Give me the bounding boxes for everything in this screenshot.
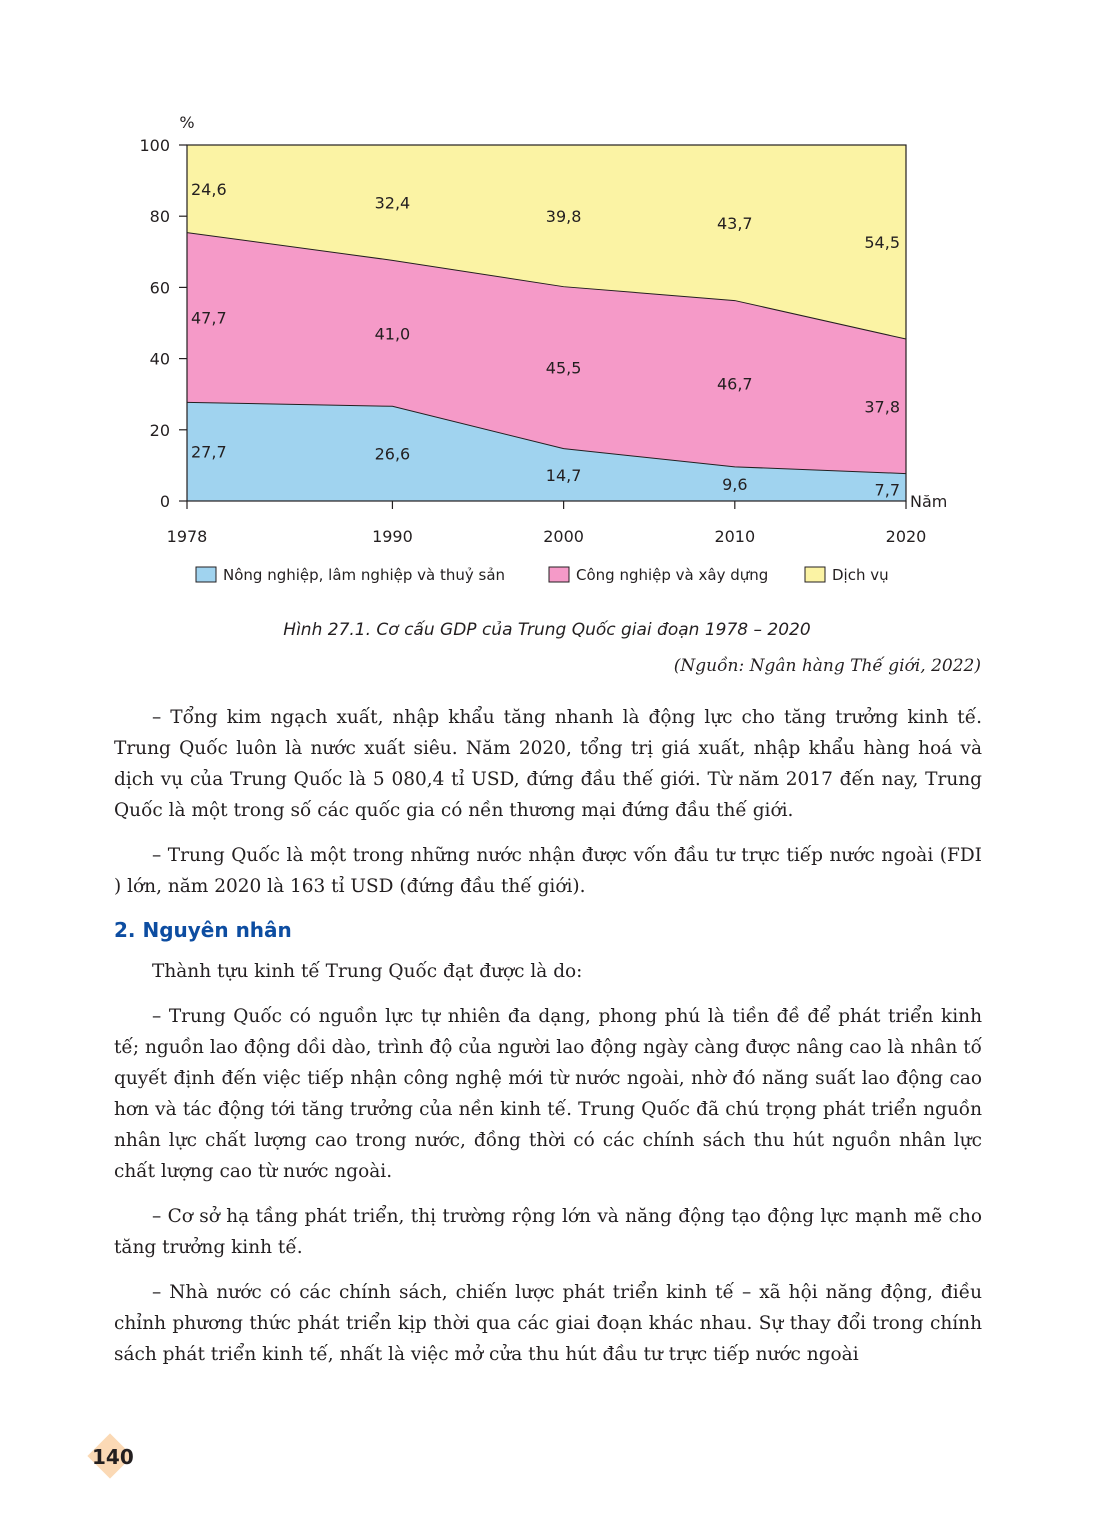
- data-label: 24,6: [191, 179, 227, 199]
- x-tick-label: 1990: [372, 527, 413, 546]
- x-tick-label: 2010: [714, 527, 756, 546]
- paragraph: Thành tựu kinh tế Trung Quốc đạt được là do:: [152, 961, 583, 982]
- paragraph: – Cơ sở hạ tầng phát triển, thị trường rộng lớn và năng động tạo động lực mạnh mẽ cho tăng trưởng kinh tế.: [114, 1206, 982, 1258]
- x-tick-label: 2020: [885, 527, 927, 546]
- x-tick-label: 2000: [543, 527, 584, 546]
- paragraph: – Trung Quốc là một trong những nước nhận được vốn đầu tư trực tiếp nước ngoài (FDI ) lớn, năm 2020 là 163 tỉ USD (đứng đầu thế giới).: [114, 845, 982, 897]
- paragraph: – Nhà nước có các chính sách, chiến lược phát triển kinh tế – xã hội năng động, điều chỉnh phương thức phát triển kịp thời qua các giai đoạn khác nhau. Sự thay đổi trong chính sách phát triển kinh tế, nhất là việc mở cửa thu hút đầu tư trực tiếp nước ngoài: [114, 1282, 982, 1365]
- data-label: 27,7: [191, 442, 227, 462]
- legend-swatch: [805, 567, 825, 582]
- x-axis-label: Năm: [910, 492, 948, 511]
- y-tick-label: 0: [159, 492, 170, 511]
- data-label: 45,5: [545, 358, 582, 378]
- page-number-text: 140: [92, 1445, 134, 1469]
- section-heading: 2. Nguyên nhân: [114, 918, 292, 942]
- y-tick-label: 100: [139, 136, 170, 155]
- legend-label: Công nghiệp và xây dựng: [576, 566, 769, 584]
- y-axis-unit: %: [179, 113, 195, 132]
- data-label: 47,7: [191, 308, 227, 328]
- y-tick-label: 20: [149, 420, 170, 440]
- data-label: 54,5: [864, 233, 900, 253]
- page-number: [88, 1437, 138, 1481]
- data-label: 43,7: [716, 213, 753, 233]
- y-tick-label: 80: [149, 207, 170, 227]
- data-label: 32,4: [374, 193, 411, 213]
- paragraph: – Tổng kim ngạch xuất, nhập khẩu tăng nhanh là động lực cho tăng trưởng kinh tế. Trung Quốc luôn là nước xuất siêu. Năm 2020, tổng trị giá xuất, nhập khẩu hàng hoá và dịch vụ của Trung Quốc là 5 080,4 tỉ USD, đứng đầu thế giới. Từ năm 2017 đến nay, Trung Quốc là một trong số các quốc gia có nền thương mại đứng đầu thế giới.: [114, 707, 982, 821]
- data-label: 7,7: [874, 480, 900, 500]
- paragraph: – Trung Quốc có nguồn lực tự nhiên đa dạng, phong phú là tiền đề để phát triển kinh tế; nguồn lao động dồi dào, trình độ của người lao động ngày càng được nâng cao là nhân tố quyết định đến việc tiếp nhận công nghệ mới từ nước ngoài, nhờ đó năng suất lao động cao hơn và tác động tới tăng trưởng của nền kinh tế. Trung Quốc đã chú trọng phát triển nguồn nhân lực chất lượng cao trong nước, đồng thời có các chính sách thu hút nguồn nhân lực chất lượng cao từ nước ngoài.: [114, 1006, 982, 1182]
- body-text: [114, 702, 982, 1384]
- gdp-structure-chart: [0, 0, 1094, 600]
- figure-source: (Nguồn: Ngân hàng Thế giới, 2022): [673, 656, 981, 676]
- data-label: 41,0: [374, 324, 411, 344]
- data-label: 9,6: [722, 474, 748, 494]
- data-label: 14,7: [545, 465, 582, 485]
- y-tick-label: 60: [149, 278, 170, 298]
- data-label: 46,7: [716, 374, 753, 394]
- legend-swatch: [549, 567, 569, 582]
- y-tick-label: 40: [149, 349, 170, 369]
- figure-caption: Hình 27.1. Cơ cấu GDP của Trung Quốc giai đoạn 1978 – 2020: [283, 620, 811, 640]
- data-label: 26,6: [374, 444, 411, 464]
- legend-label: Nông nghiệp, lâm nghiệp và thuỷ sản: [223, 566, 506, 584]
- legend-swatch: [196, 567, 216, 582]
- data-label: 39,8: [545, 206, 582, 226]
- legend-label: Dịch vụ: [832, 566, 889, 584]
- data-label: 37,8: [864, 397, 900, 417]
- x-tick-label: 1978: [166, 527, 208, 546]
